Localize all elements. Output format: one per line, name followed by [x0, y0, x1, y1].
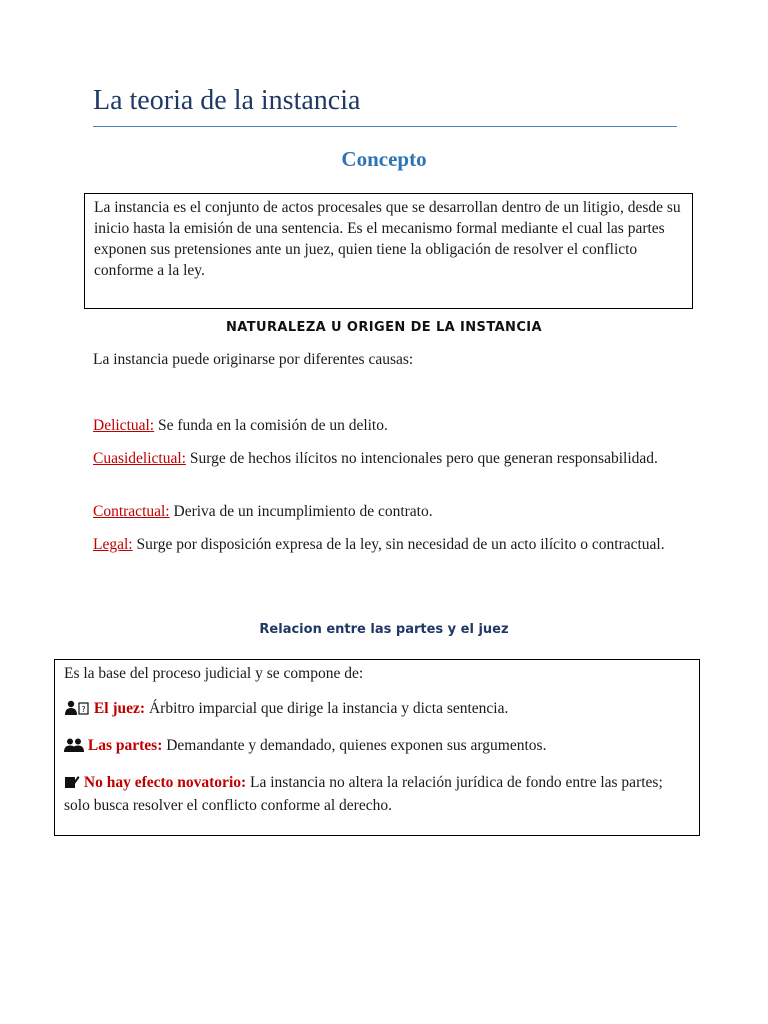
relacion-text: Demandante y demandado, quienes exponen sus argumentos. [162, 737, 547, 754]
cause-term: Cuasidelictual: [93, 450, 186, 467]
cause-item-delictual [93, 415, 693, 436]
concepto-box [84, 193, 693, 309]
cause-item-contractual [93, 501, 693, 522]
cause-term: Contractual: [93, 503, 170, 520]
relacion-term: Las partes: [87, 737, 163, 754]
concepto-text: La instancia es el conjunto de actos procesales que se desarrollan dentro de un litigio, desde su inicio hasta la emisión de una sentencia. Es el mecanismo formal mediante el cual las partes exponen sus pretensiones ante un juez, quien tiene la obligación de resolver el conflicto conforme a la ley. [94, 199, 681, 279]
relacion-text: Árbitro imparcial que dirige la instancia y dicta sentencia. [145, 700, 509, 717]
cause-item-cuasidelictual [93, 448, 693, 469]
concepto-heading: Concepto [341, 147, 427, 171]
relacion-item-juez [64, 698, 690, 721]
cause-term: Legal: [93, 536, 133, 553]
naturaleza-intro: La instancia puede originarse por diferentes causas: [93, 351, 414, 368]
relacion-item-partes [64, 735, 690, 758]
title-underline [93, 126, 677, 127]
cause-text: Surge de hechos ilícitos no intencionales pero que generan responsabilidad. [185, 450, 658, 467]
cause-text: Se funda en la comisión de un delito. [154, 417, 388, 434]
cause-text: Surge por disposición expresa de la ley, sin necesidad de un acto ilícito o contractual. [132, 536, 665, 553]
relacion-term: No hay efecto novatorio: [83, 774, 247, 791]
relacion-text: La instancia no altera la relación jurídica de fondo entre las partes; solo busca resolver el conflicto conforme al derecho. [64, 774, 663, 814]
naturaleza-heading: NATURALEZA U ORIGEN DE LA INSTANCIA [226, 320, 542, 335]
people-icon [64, 737, 84, 758]
cause-term: Delictual: [93, 417, 155, 434]
relacion-box [54, 659, 700, 836]
cause-text: Deriva de un incumplimiento de contrato. [169, 503, 433, 520]
relacion-heading: Relacion entre las partes y el juez [259, 622, 509, 637]
page-title: La teoria de la instancia [93, 85, 361, 116]
judge-icon [64, 700, 90, 721]
edit-note-icon [64, 774, 80, 795]
relacion-intro: Es la base del proceso judicial y se compone de: [64, 665, 364, 682]
svg-text:?: ? [81, 705, 86, 714]
cause-item-legal [93, 534, 693, 555]
relacion-term: El juez: [93, 700, 146, 717]
relacion-item-novatorio [64, 772, 690, 816]
